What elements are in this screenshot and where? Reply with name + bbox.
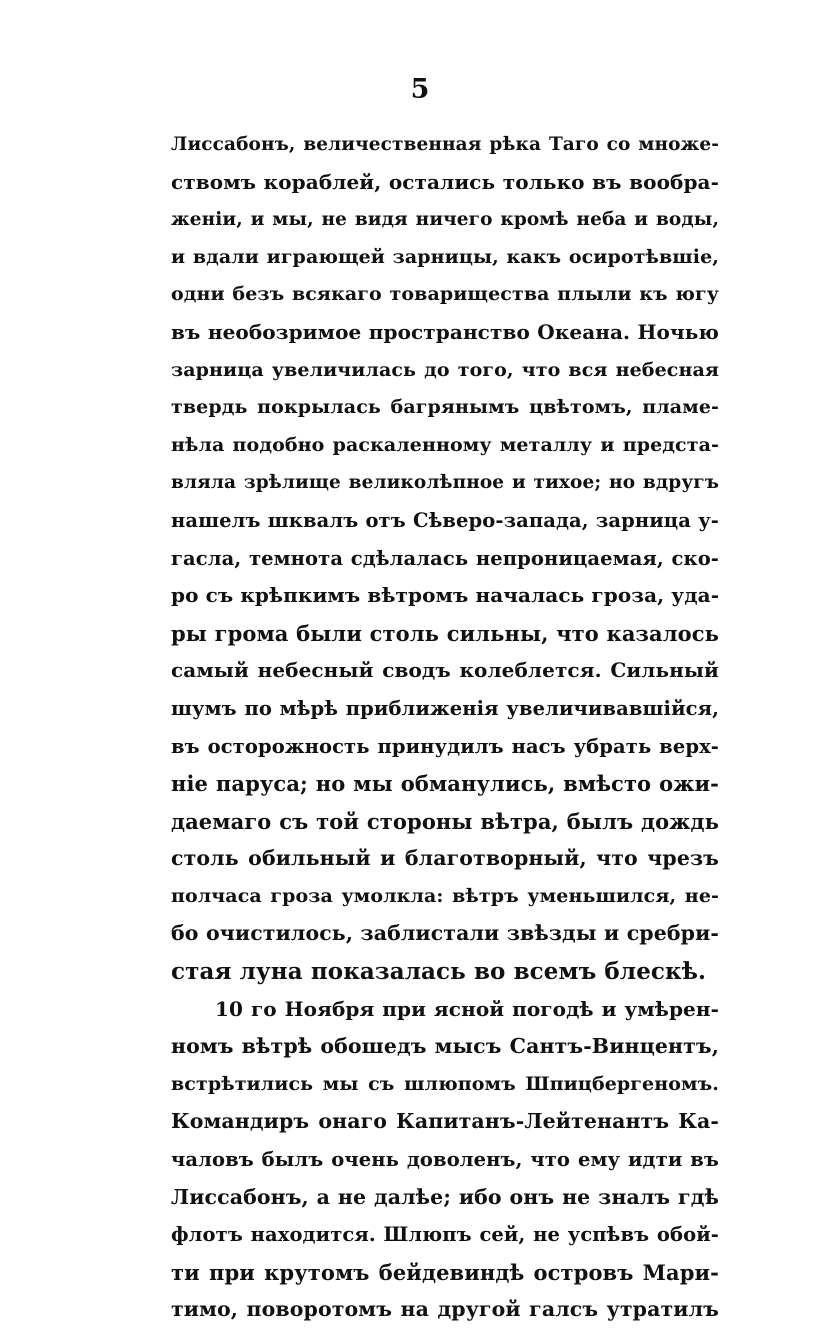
text-line: самый небесный сводъ колеблется. Сильный: [171, 658, 719, 683]
text-line: полчаса гроза умолкла: вѣтръ уменьшился, не-: [171, 884, 719, 907]
paragraph: [171, 126, 719, 991]
page-number: 5: [410, 74, 430, 105]
text-line: бо очистилось, заблистали звѣзды и сребри-: [171, 921, 719, 946]
text-line: номъ вѣтрѣ обошедъ мысъ Сантъ-Винцентъ,: [171, 1034, 719, 1059]
body-text: [171, 126, 719, 1329]
text-line: нѣла подобно раскаленному металлу и предста-: [171, 433, 719, 456]
text-line: ры грома были столь сильны, что казалось: [171, 620, 719, 646]
text-line: флотъ находится. Шлюпъ сей, не успѣвъ обой-: [171, 1223, 719, 1247]
text-line: Лиссабонъ, а не далѣе; ибо онъ не зналъ гдѣ: [171, 1184, 719, 1209]
text-line: нашелъ шквалъ отъ Сѣверо-запада, зарница у-: [171, 508, 719, 532]
text-line: стая луна показалась во всемъ блескѣ.: [171, 958, 707, 986]
text-line: ніе паруса; но мы обманулись, вмѣсто ожи-: [171, 771, 719, 797]
text-line: шумъ по мѣрѣ приближенія увеличивавшійся,: [171, 696, 719, 720]
text-line: и вдали играющей зарницы, какъ осиротѣвшіе,: [171, 245, 719, 268]
text-line: одни безъ всякаго товарищества плыли къ югу: [171, 283, 719, 306]
text-line: Командиръ онаго Капитанъ-Лейтенантъ Ка-: [171, 1109, 719, 1134]
text-line: ствомъ кораблей, остались только въ вообра-: [171, 169, 719, 194]
paragraph: [171, 991, 719, 1329]
text-line: столь обильный и благотворный, что чрезъ: [171, 846, 719, 871]
text-line: въ осторожность принудилъ насъ убрать верх-: [171, 734, 719, 758]
text-line: въ необозримое пространство Океана. Ночью: [171, 319, 719, 344]
text-line: ро съ крѣпкимъ вѣтромъ началась гроза, уда-: [171, 583, 720, 608]
text-line: гасла, темнота сдѣлалась непроницаемая, ско-: [171, 546, 719, 570]
text-line: 10 го Ноября при ясной погодѣ и умѣрен-: [215, 996, 719, 1021]
text-line: вляла зрѣлище великолѣпное и тихое; но вдругъ: [171, 472, 719, 494]
text-line: даемаго съ той стороны вѣтра, былъ дождь: [171, 808, 719, 834]
text-line: Лиссабонъ, величественная рѣка Таго со множе-: [171, 134, 719, 155]
text-line: женіи, и мы, не видя ничего кромѣ неба и воды,: [171, 209, 719, 231]
text-line: чаловъ былъ очень доволенъ, что ему идти въ: [171, 1148, 719, 1172]
text-line: встрѣтились мы съ шлюпомъ Шпицбергеномъ.: [171, 1072, 719, 1095]
text-line: твердь покрылась багрянымъ цвѣтомъ, пламе-: [171, 396, 719, 419]
text-line: ти при крутомъ бейдевиндѣ островъ Мари-: [171, 1259, 719, 1285]
text-line: тимо, поворотомъ на другой галсъ утратилъ: [171, 1297, 719, 1322]
text-line: зарница увеличилась до того, что вся небесная: [171, 358, 719, 381]
